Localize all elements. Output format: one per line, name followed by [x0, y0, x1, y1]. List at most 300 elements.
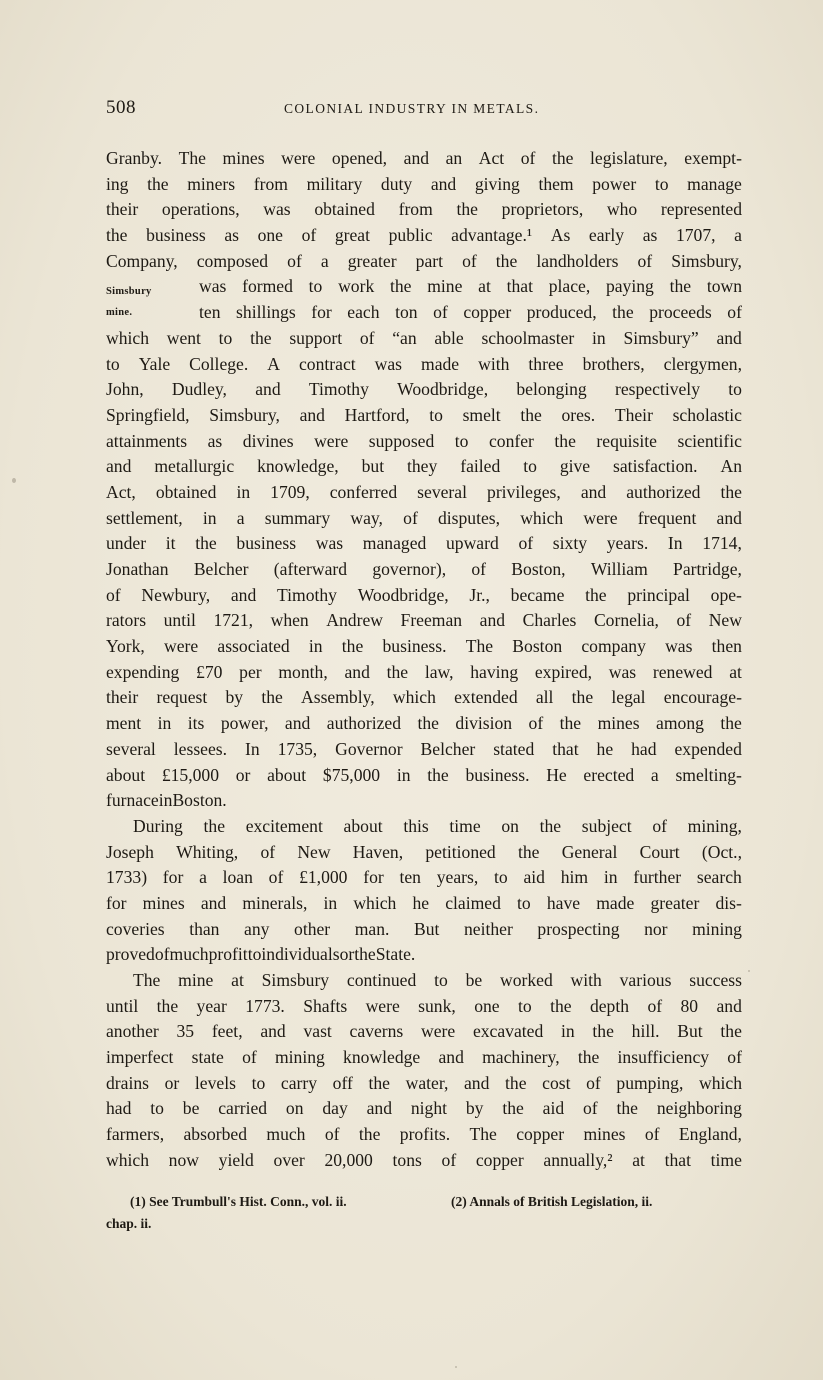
word: of	[287, 250, 302, 271]
word: under	[106, 533, 147, 554]
word: General	[561, 841, 618, 862]
word: neighboring	[656, 1098, 742, 1119]
word: and	[716, 995, 742, 1016]
word: aid	[542, 1098, 565, 1119]
word: the	[577, 1047, 600, 1068]
word: of	[644, 1124, 660, 1145]
word: and	[580, 481, 607, 502]
word: made	[421, 353, 460, 374]
word: the	[389, 276, 412, 297]
word: In	[245, 738, 260, 759]
word: of	[462, 250, 477, 271]
word: settlement,	[106, 507, 183, 528]
word: about	[267, 764, 307, 785]
word: any	[244, 918, 270, 939]
word: from	[253, 173, 288, 194]
word: opened,	[331, 148, 388, 168]
word: that	[552, 738, 579, 759]
word: In	[667, 533, 683, 554]
word: Timothy	[277, 584, 337, 605]
word: Belcher	[420, 738, 476, 759]
text-line	[106, 968, 742, 994]
word: of	[359, 327, 375, 348]
word: which	[106, 1149, 149, 1170]
margin-note-line-2: mine.	[106, 307, 133, 318]
word: ten	[199, 302, 221, 323]
word: the	[495, 250, 518, 271]
word: at	[231, 970, 244, 990]
word: time	[710, 1149, 742, 1170]
word: summary	[264, 507, 331, 528]
word: when	[270, 610, 309, 631]
word: as	[224, 225, 239, 246]
word: machinery,	[482, 1047, 560, 1068]
word: part	[415, 250, 443, 271]
word: of	[520, 148, 536, 168]
word: the	[559, 713, 582, 734]
word: landholders	[536, 250, 619, 271]
word: imperfect	[106, 1047, 174, 1068]
word: 1721,	[213, 610, 254, 631]
word: upward	[446, 533, 499, 554]
word: ores.	[561, 404, 596, 425]
word: night	[410, 1098, 448, 1119]
text-line	[106, 429, 742, 455]
word: excitement	[245, 815, 323, 836]
word: three	[528, 353, 564, 374]
word: profits.	[399, 1124, 451, 1145]
word: Governor	[335, 738, 403, 759]
text-line	[106, 814, 742, 840]
word: farmers,	[106, 1124, 165, 1145]
word: privileges,	[487, 481, 561, 502]
word: off	[332, 1072, 353, 1093]
word: were	[314, 430, 349, 451]
text-line	[106, 737, 742, 763]
word: Assembly,	[301, 687, 375, 708]
footnote-row	[106, 1191, 742, 1213]
word: erected	[583, 764, 635, 785]
word: proceeds	[649, 302, 712, 323]
word: then	[711, 636, 742, 657]
word: the	[592, 1021, 614, 1042]
word: they	[407, 456, 438, 477]
word: the	[456, 199, 478, 220]
word: disputes,	[437, 507, 501, 528]
text-line	[106, 711, 742, 737]
word: company	[581, 636, 646, 657]
word: which	[392, 687, 436, 708]
text-line	[106, 1148, 742, 1174]
word: miners	[187, 173, 236, 194]
word: 35	[176, 1021, 195, 1042]
word: in	[157, 713, 172, 734]
word: a	[734, 225, 742, 246]
word: Boston.	[172, 790, 227, 811]
word: now	[168, 1149, 199, 1170]
word: an	[445, 148, 463, 168]
word: Jonathan	[106, 559, 169, 579]
word: years.	[606, 533, 649, 554]
word: dis-	[715, 892, 742, 913]
word: expending	[106, 661, 180, 682]
word: in	[158, 790, 173, 811]
word: of	[154, 944, 170, 965]
word: proprietors,	[501, 199, 584, 220]
word: went	[166, 327, 201, 348]
word: £70	[196, 661, 223, 682]
word: the	[106, 225, 128, 246]
word: was	[199, 276, 227, 297]
word: became	[510, 584, 565, 605]
word: York,	[106, 636, 145, 657]
word: ing	[106, 173, 129, 194]
word: expended	[674, 738, 742, 759]
word: with	[570, 970, 602, 990]
text-line	[106, 274, 742, 300]
word: several	[106, 738, 156, 759]
page-number: 508	[106, 97, 136, 118]
word: Woodbridge,	[357, 584, 449, 605]
word: to	[247, 944, 262, 965]
word: were	[164, 636, 199, 657]
running-head	[106, 97, 742, 125]
word: to	[654, 173, 669, 194]
word: mines	[583, 1124, 626, 1145]
word: by	[225, 687, 244, 708]
word: the	[341, 636, 364, 657]
word: manage	[687, 173, 742, 194]
word: business	[236, 533, 297, 554]
word: and	[299, 404, 325, 425]
word: of	[471, 559, 487, 579]
text-line	[106, 685, 742, 711]
word: loan	[222, 867, 253, 888]
word: the	[354, 944, 376, 965]
word: metallurgic	[154, 456, 235, 477]
word: and	[464, 1072, 490, 1093]
word: During	[133, 815, 183, 836]
word: give	[559, 456, 591, 477]
text-line	[106, 146, 742, 172]
word: and	[200, 892, 227, 913]
word: for	[162, 867, 184, 888]
word: until	[106, 995, 139, 1016]
word: depth	[589, 995, 630, 1016]
footnote-1-continuation: chap. ii.	[106, 1216, 152, 1231]
word: or	[339, 944, 355, 965]
word: 1707,	[675, 225, 716, 246]
word: carried	[218, 1098, 268, 1119]
word: by	[465, 1098, 484, 1119]
word: governor),	[372, 559, 447, 579]
word: which	[106, 327, 149, 348]
word: a	[650, 764, 659, 785]
word: the	[427, 764, 449, 785]
word: their	[106, 687, 139, 708]
word: in	[308, 636, 323, 657]
word: drains	[106, 1072, 149, 1093]
word: the	[156, 995, 179, 1016]
word: knowledge	[343, 1047, 421, 1068]
word: giving	[474, 173, 520, 194]
word: about	[343, 815, 383, 836]
text-line	[106, 480, 742, 506]
word: the	[539, 815, 562, 836]
word: to	[218, 327, 233, 348]
word: of	[242, 1047, 257, 1068]
word: continued	[346, 970, 417, 990]
word: Granby.	[106, 148, 163, 168]
word: mining,	[687, 815, 742, 836]
word: 20,000	[324, 1149, 373, 1170]
word: lessees.	[173, 738, 228, 759]
word: requisite	[596, 430, 657, 451]
word: principal	[627, 584, 690, 605]
word: at	[478, 276, 491, 297]
word: the	[147, 173, 169, 194]
word: in	[396, 764, 411, 785]
word: mines	[222, 148, 265, 168]
word: of	[106, 584, 121, 605]
word: Court	[639, 841, 680, 862]
word: was	[315, 533, 344, 554]
word: copper	[463, 302, 512, 323]
word: each	[347, 302, 380, 323]
word: be	[182, 1098, 200, 1119]
word: all	[535, 687, 554, 708]
word: business	[146, 225, 206, 246]
word: request	[156, 687, 208, 708]
word: at	[729, 661, 742, 682]
word: Charles	[522, 610, 577, 631]
word: the	[195, 533, 217, 554]
word: paying	[605, 276, 654, 297]
word: with	[478, 353, 510, 374]
word: furnace	[106, 790, 159, 811]
word: that	[664, 1149, 691, 1170]
word: copper	[475, 1149, 524, 1170]
word: Act,	[106, 481, 136, 502]
word: it	[165, 533, 176, 554]
word: conferred	[329, 481, 398, 502]
word: Simsbury,	[671, 250, 742, 271]
word: in	[202, 507, 217, 528]
word: to	[517, 995, 532, 1016]
word: Newbury,	[141, 584, 211, 605]
word: and	[230, 584, 257, 605]
word: ment	[106, 713, 142, 734]
word: $75,000	[322, 764, 381, 785]
word: obtained	[155, 481, 217, 502]
word: month,	[278, 661, 328, 682]
word: claimed	[445, 892, 501, 913]
word: to	[434, 970, 448, 990]
word: 1773.	[245, 995, 285, 1016]
word: managed	[362, 533, 427, 554]
word: obtained	[314, 199, 375, 220]
word: sunk,	[418, 995, 456, 1016]
margin-note-line-1: Simsbury	[106, 286, 152, 297]
word: excavated	[472, 1021, 544, 1042]
footnote-row	[106, 1213, 742, 1235]
word: and	[255, 379, 281, 400]
word: of	[268, 867, 284, 888]
word: were	[583, 507, 618, 528]
word: individuals	[261, 944, 340, 965]
word: law,	[424, 661, 454, 682]
text-line	[106, 454, 742, 480]
word: associated	[217, 636, 290, 657]
word: Belcher	[193, 559, 249, 579]
word: and	[438, 1047, 464, 1068]
word: aid	[523, 867, 545, 888]
text-line	[106, 223, 742, 249]
text-line	[106, 917, 742, 943]
word: a	[236, 507, 245, 528]
word: contract	[298, 353, 356, 374]
word: man.	[354, 918, 390, 939]
word: tons	[392, 1149, 422, 1170]
word: Springfield,	[106, 404, 190, 425]
word: military	[306, 173, 363, 194]
word: £15,000	[161, 764, 219, 785]
text-line	[106, 1096, 742, 1122]
word: in	[592, 327, 606, 348]
word: 1709,	[270, 481, 310, 502]
word: “an	[392, 327, 417, 348]
word: £1,000	[299, 867, 348, 888]
word: The	[465, 636, 494, 657]
word: authorized	[326, 713, 402, 734]
word: The	[469, 1124, 497, 1145]
word: from	[398, 199, 433, 220]
footnote-1: (1) See Trumbull's Hist. Conn., vol. ii.	[130, 1194, 347, 1209]
word: the	[520, 404, 542, 425]
text-line	[106, 300, 742, 326]
paper-speck	[12, 478, 16, 483]
word: to	[517, 892, 531, 913]
word: support	[289, 327, 343, 348]
word: insufficiency	[617, 1047, 710, 1068]
word: at	[632, 1149, 645, 1170]
word: day	[322, 1098, 348, 1119]
text-line	[106, 352, 742, 378]
word: over	[273, 1149, 305, 1170]
word: to	[106, 353, 120, 374]
word: scientific	[677, 430, 742, 451]
word: division	[455, 713, 513, 734]
word: of	[727, 302, 742, 323]
word: one	[474, 995, 500, 1016]
word: mine	[178, 970, 214, 990]
word: New	[297, 841, 331, 862]
word: extended	[454, 687, 518, 708]
word: the	[261, 687, 283, 708]
word: for	[311, 302, 332, 323]
word: as	[642, 225, 658, 246]
text-line	[106, 172, 742, 198]
word: encourage-	[663, 687, 742, 708]
text-line	[106, 506, 742, 532]
word: and	[716, 507, 742, 528]
word: and	[716, 327, 742, 348]
word: the	[571, 687, 594, 708]
word: Partridge,	[673, 559, 742, 579]
text-line	[106, 634, 742, 660]
word: of	[528, 713, 544, 734]
word: about	[106, 764, 146, 785]
word: its	[187, 713, 205, 734]
word: exempt-	[684, 148, 742, 168]
word: hill.	[631, 1021, 660, 1042]
text-line	[106, 557, 742, 583]
word: of	[727, 1047, 742, 1068]
word: 1714,	[702, 533, 742, 554]
word: shillings	[236, 302, 296, 323]
word: for	[106, 892, 127, 913]
word: cost	[542, 1072, 571, 1093]
word: to	[728, 379, 742, 400]
word: frequent	[637, 507, 697, 528]
text-line	[106, 608, 742, 634]
word: knowledge,	[257, 456, 339, 477]
word: The	[133, 970, 161, 990]
word: supposed	[368, 430, 435, 451]
word: much	[266, 1124, 306, 1145]
word: which	[353, 892, 397, 913]
word: Joseph	[106, 841, 154, 862]
word: which	[699, 1072, 742, 1093]
word: mines	[142, 892, 185, 913]
word: levels	[194, 1072, 236, 1093]
word: attainments	[106, 430, 188, 451]
word: power	[592, 173, 637, 194]
word: have	[546, 892, 581, 913]
word: duty	[380, 173, 413, 194]
word: time	[449, 815, 481, 836]
word: in	[561, 1021, 575, 1042]
text-line	[106, 942, 742, 968]
word: much	[169, 944, 209, 965]
word: State.	[375, 944, 416, 965]
word: but	[361, 456, 385, 477]
word: Shafts	[303, 995, 348, 1016]
word: that	[506, 276, 533, 297]
word: pumping,	[616, 1072, 684, 1093]
word: 80	[680, 995, 699, 1016]
word: among	[656, 713, 704, 734]
body-text	[106, 146, 742, 1174]
text-line	[106, 377, 742, 403]
word: proved	[106, 944, 155, 965]
word: Simsbury	[261, 970, 330, 990]
word: to	[251, 1072, 266, 1093]
word: and	[344, 661, 370, 682]
word: absorbed	[183, 1124, 248, 1145]
text-line	[106, 1071, 742, 1097]
word: legislature,	[590, 148, 668, 168]
word: petitioned	[425, 841, 496, 862]
word: nor	[644, 918, 668, 939]
text-line	[106, 1019, 742, 1045]
word: public	[388, 225, 433, 246]
word: advantage.¹	[451, 225, 533, 246]
text-line	[106, 865, 742, 891]
word: Simsbury,	[209, 404, 280, 425]
word: satisfaction.	[613, 456, 698, 477]
word: or	[164, 1072, 180, 1093]
